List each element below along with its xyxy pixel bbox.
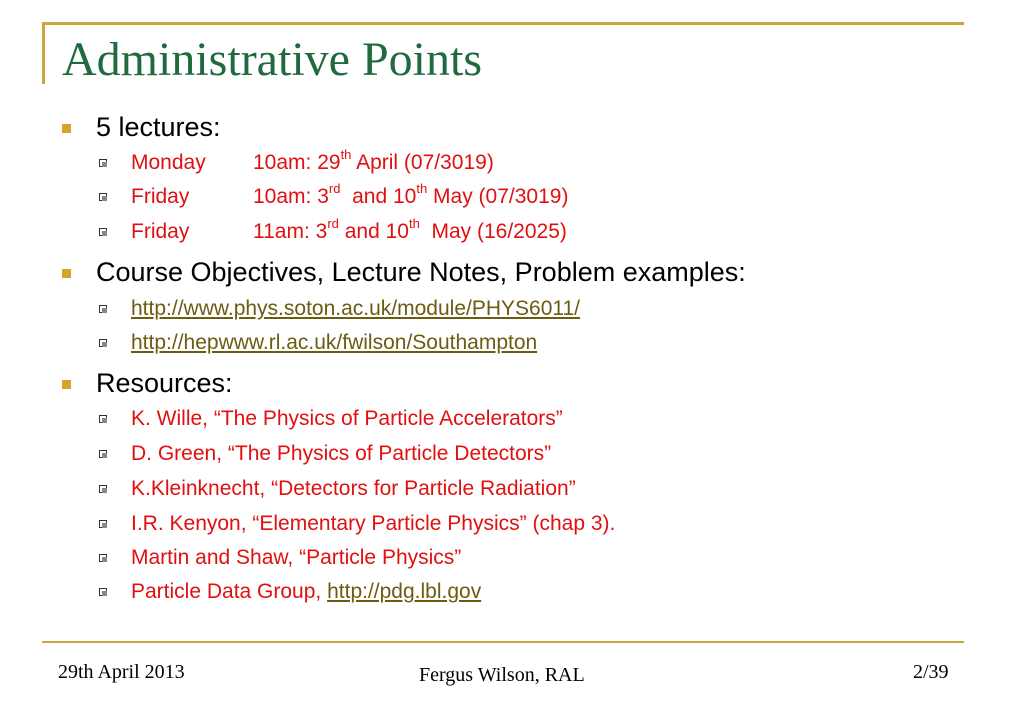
resource-item: I.R. Kenyon, “Elementary Particle Physics” (chap 3).: [131, 513, 615, 534]
lecture-item: [131, 181, 569, 208]
checkbox-bullet-icon: [99, 193, 107, 201]
checkbox-bullet-icon: [99, 228, 107, 236]
checkbox-bullet-icon: [99, 415, 107, 423]
lecture-item: [131, 216, 567, 243]
frame-left-line: [42, 22, 45, 84]
bullet-resources: [96, 370, 233, 397]
lecture-day: Friday: [131, 185, 190, 208]
link-item: [131, 298, 580, 319]
lecture-time: 11am: 3rd and 10th May (16/2025): [253, 216, 567, 243]
frame-top-line: [42, 22, 964, 25]
footer-date: 29th April 2013: [58, 661, 185, 683]
southampton-link[interactable]: http://hepwww.rl.ac.uk/fwilson/Southampton: [131, 331, 538, 354]
checkbox-bullet-icon: [99, 450, 107, 458]
checkbox-bullet-icon: [99, 520, 107, 528]
lecture-time: 10am: 29th April (07/3019): [253, 147, 494, 174]
section-heading: Course Objectives, Lecture Notes, Problem examples:: [96, 257, 746, 287]
footer-author: Fergus Wilson, RAL: [419, 664, 585, 686]
link-item: [131, 332, 537, 353]
slide-title: Administrative Points: [62, 33, 482, 86]
checkbox-bullet-icon: [99, 305, 107, 313]
checkbox-bullet-icon: [99, 554, 107, 562]
resource-item: K. Wille, “The Physics of Particle Accelerators”: [131, 408, 563, 429]
lecture-day: Friday: [131, 220, 190, 243]
lecture-item: [131, 147, 494, 174]
square-bullet-icon: [62, 380, 71, 389]
checkbox-bullet-icon: [99, 485, 107, 493]
checkbox-bullet-icon: [99, 339, 107, 347]
lecture-time: 10am: 3rd and 10th May (07/3019): [253, 181, 569, 208]
resource-item: Martin and Shaw, “Particle Physics”: [131, 547, 461, 568]
footer-page-number: 2/39: [913, 661, 949, 683]
lecture-day: Monday: [131, 151, 206, 174]
section-heading: Resources:: [96, 368, 233, 398]
square-bullet-icon: [62, 269, 71, 278]
resource-item: K.Kleinknecht, “Detectors for Particle Radiation”: [131, 478, 576, 499]
pdg-link[interactable]: http://pdg.lbl.gov: [327, 580, 482, 603]
module-link[interactable]: http://www.phys.soton.ac.uk/module/PHYS6011/: [131, 297, 581, 320]
bullet-lectures: [96, 114, 221, 141]
footer-divider: [42, 641, 964, 643]
checkbox-bullet-icon: [99, 588, 107, 596]
checkbox-bullet-icon: [99, 159, 107, 167]
bullet-course-objectives: [96, 259, 746, 286]
section-heading: 5 lectures:: [96, 112, 221, 142]
square-bullet-icon: [62, 124, 71, 133]
resource-item: D. Green, “The Physics of Particle Detectors”: [131, 443, 551, 464]
resource-item: Particle Data Group, http://pdg.lbl.gov: [131, 581, 481, 602]
